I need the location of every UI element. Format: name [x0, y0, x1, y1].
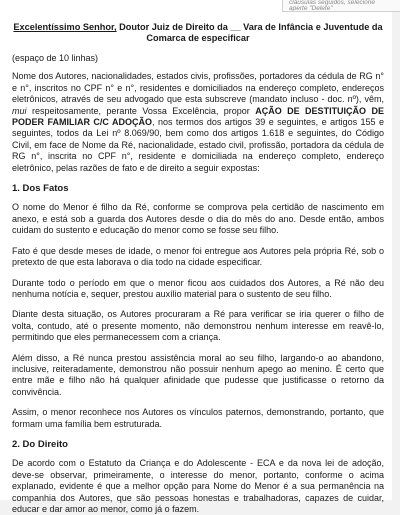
section-heading-law: 2. Do Direito [12, 438, 68, 450]
mui-word: mui [12, 105, 27, 116]
document-header [12, 22, 384, 44]
tooltip [282, 0, 400, 12]
facts-paragraph: Além disso, a Ré nunca prestou assistência moral ao seu filho, largando-o ao abandono, inclusive, reiteradamente, demonstrou não possuir nenhum apego ao menino. É certo que entre mãe e filho não há qualquer afinidade que pudesse que justificasse o retorno da convivência. [12, 352, 384, 397]
facts-paragraph: O nome do Menor é filho da Ré, conforme se comprova pela certidão de nascimento em anexo, e está sob a guarda dos Autores desde o dia do mês do ano. Desde então, ambos cuidam do sustento e educação do menor como se fosse seu filho. [12, 202, 384, 236]
facts-paragraph: Diante desta situação, os Autores procuraram a Ré para verificar se iria querer o filho de volta, contudo, até o presente momento, não demonstrou nenhum interesse em reavê-lo, permitindo que eles permanecessem com a criança. [12, 309, 384, 343]
law-paragraph: De acordo com o Estatuto da Criança e do Adolescente - ECA e da nova lei de adoção, deve-se observar, primeiramente, o interesse do menor, portanto, conforme o acima explanado, evidente é que a melhor opção para Nome do Menor é a sua permanência na companhia dos Autores, que são pessoas honestas e trabalhadoras, capazes de cuidar, educar e dar amor ao menor, como já o fazem. [12, 458, 384, 514]
space-note: (espaço de 10 linhas) [12, 53, 99, 63]
section-heading-facts: 1. Dos Fatos [12, 183, 69, 195]
court-address: Doutor Juiz de Direito da __ Vara de Infância e Juventude da Comarca de especificar [116, 22, 383, 43]
facts-paragraph: Assim, o menor reconhece nos Autores os vínculos paternos, demonstrando, portanto, que formam uma família bem estruturada. [12, 407, 384, 429]
salutation: Excelentíssimo Senhor, [13, 22, 117, 32]
facts-paragraph: Fato é que desde meses de idade, o menor foi entregue aos Autores pela própria Ré, sob o pretexto de que esta laborava o dia todo na cidade especificar. [12, 245, 384, 268]
tooltip-line: aperte "Delete" [289, 5, 333, 12]
facts-paragraph: Durante todo o período em que o menor ficou aos cuidados dos Autores, a Ré não deu nenhuma notícia e, sequer, prestou auxílio material para o sustento de seu filho. [12, 277, 384, 299]
action-name: AÇÃO DE DESTITUIÇÃO DE PODER FAMILIAR C/C ADOÇÃO [12, 105, 384, 128]
intro-paragraph: Nome dos Autores, nacionalidades, estados civis, profissões, portadores da cédula de RG n° e n°, inscritos no CPF n° e n°, residentes e domiciliados na endereço completo, endereços eletrônicos, através de seu advogado que esta subscreve (mandato incluso - doc. nº), vêm, mui respeitosamente, perante Vossa Excelência, propor AÇÃO DE DESTITUIÇÃO DE PODER FAMILIAR C/C ADOÇÃO, nos termos dos artigos 39 e seguintes, e artigos 155 e seguintes, todos da Lei nº 8.069/90, bem como dos artigos 1.618 e seguintes, do Código Civil, em face de Nome da Ré, nacionalidade, estado civil, profissão, portadora da cédula de RG n°, inscrita no CPF n°, residente e domiciliada na endereço completo, endereço eletrônico, pelas razões de fato e de direito a seguir expostas: [12, 71, 384, 173]
tooltip-line: cláusulas seguidos, selecione [289, 0, 375, 6]
